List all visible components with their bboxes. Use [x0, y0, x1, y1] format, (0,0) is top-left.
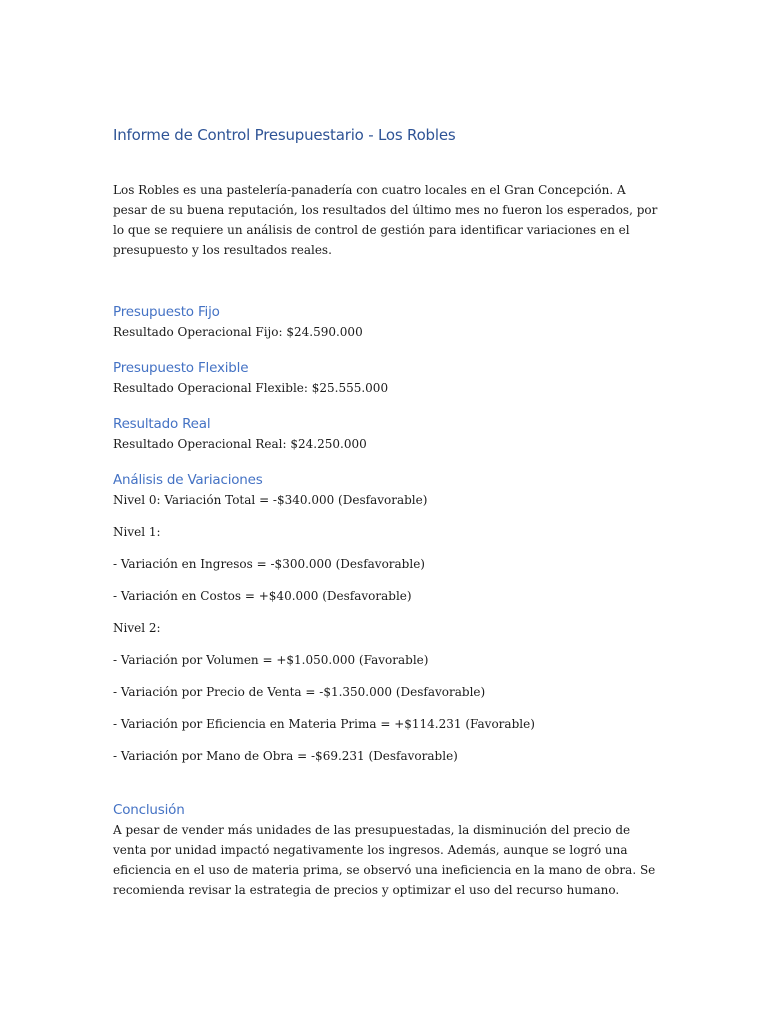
variaciones-list [113, 490, 658, 766]
resultado-fijo-text: Resultado Operacional Fijo: $24.590.000 [113, 325, 363, 339]
variacion-line: - Variación por Eficiencia en Materia Prima = +$114.231 (Favorable) [113, 717, 535, 731]
document-content [113, 124, 658, 900]
resultado-flexible-text: Resultado Operacional Flexible: $25.555.000 [113, 381, 389, 395]
section-heading-flexible: Presupuesto Flexible [113, 360, 249, 376]
section-conclusion [113, 800, 658, 900]
variacion-line: Nivel 1: [113, 525, 161, 539]
variacion-line: - Variación por Volumen = +$1.050.000 (Favorable) [113, 653, 429, 667]
variacion-line: - Variación en Ingresos = -$300.000 (Desfavorable) [113, 557, 425, 571]
variacion-line: - Variación en Costos = +$40.000 (Desfavorable) [113, 589, 412, 603]
variacion-line: Nivel 0: Variación Total = -$340.000 (Desfavorable) [113, 493, 428, 507]
section-resultado-real [113, 414, 658, 454]
variacion-line: - Variación por Precio de Venta = -$1.350.000 (Desfavorable) [113, 685, 486, 699]
variacion-line: - Variación por Mano de Obra = -$69.231 (Desfavorable) [113, 749, 458, 763]
section-heading-conclusion: Conclusión [113, 802, 185, 818]
section-heading-real: Resultado Real [113, 416, 211, 432]
section-presupuesto-fijo [113, 302, 658, 342]
document-title: Informe de Control Presupuestario - Los Robles [113, 126, 456, 144]
resultado-real-text: Resultado Operacional Real: $24.250.000 [113, 437, 367, 451]
conclusion-paragraph: A pesar de vender más unidades de las presupuestadas, la disminución del precio de venta por unidad impactó negativamente los ingresos. Además, aunque se logró una eficiencia en el uso de materia prima, se observó una ineficiencia en la mano de obra. Se recomienda revisar la estrategia de precios y optimizar el uso del recurso humano. [113, 823, 656, 897]
section-heading-analisis: Análisis de Variaciones [113, 472, 263, 488]
intro-paragraph: Los Robles es una pastelería-panadería con cuatro locales en el Gran Concepción. A pesar de su buena reputación, los resultados del último mes no fueron los esperados, por lo que se requiere un análisis de control de gestión para identificar variaciones en el presupuesto y los resultados reales. [113, 183, 658, 257]
variacion-line: Nivel 2: [113, 621, 161, 635]
section-presupuesto-flexible [113, 358, 658, 398]
section-heading-fijo: Presupuesto Fijo [113, 304, 220, 320]
section-analisis-variaciones [113, 470, 658, 766]
